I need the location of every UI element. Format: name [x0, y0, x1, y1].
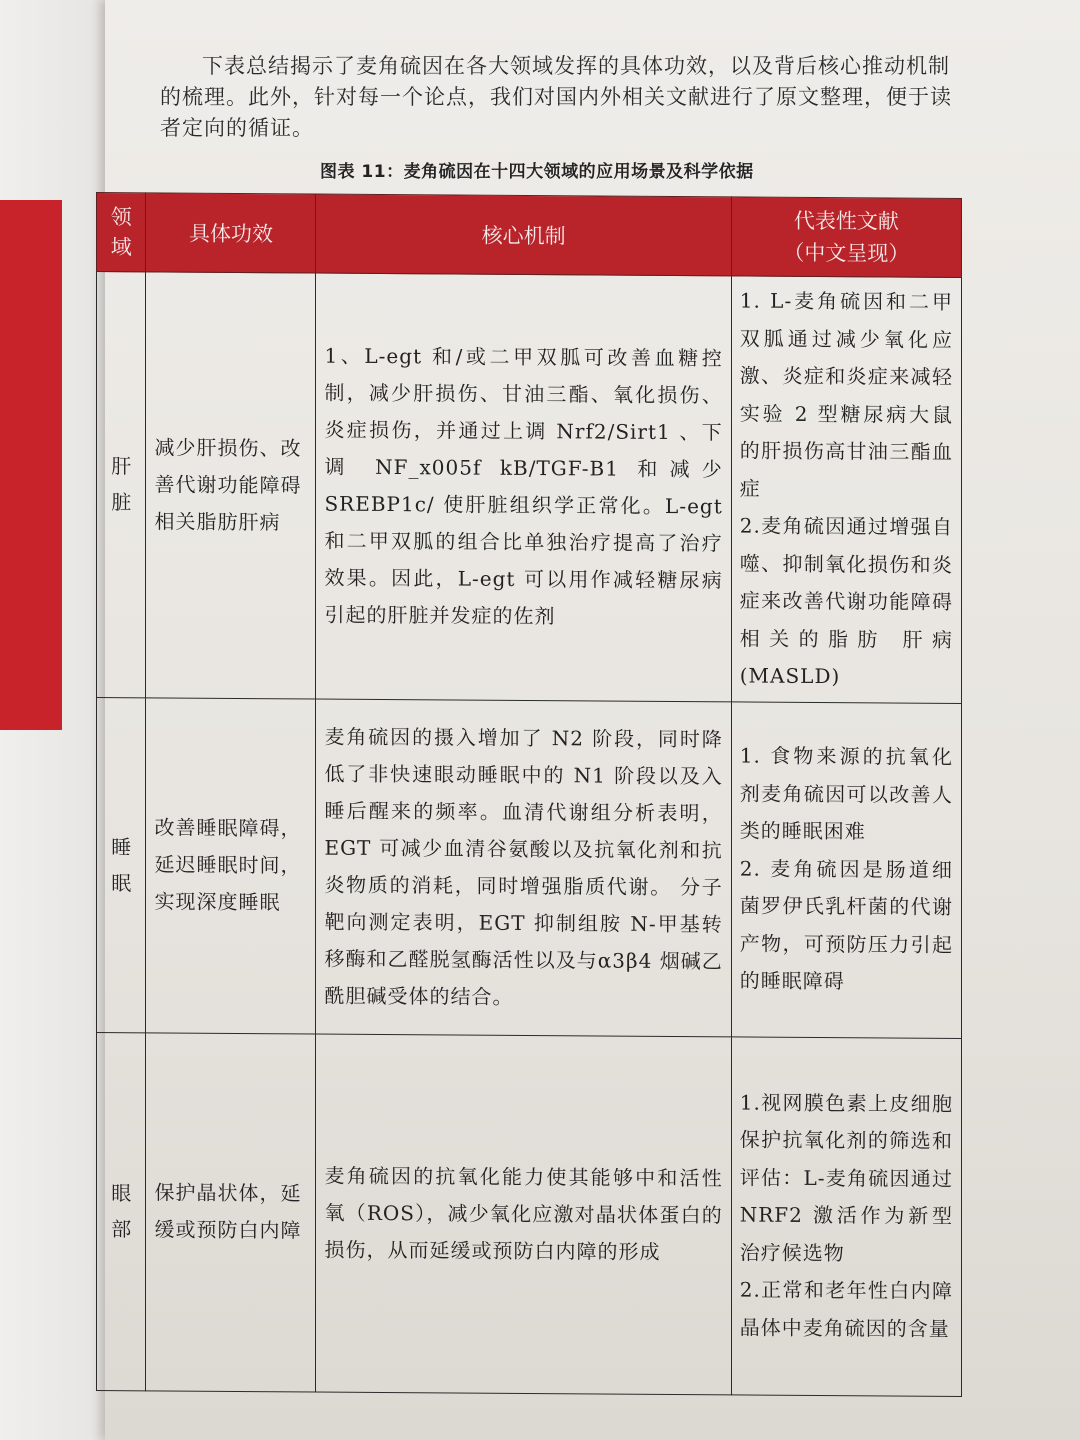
row-mechanism: 1、L-egt 和/或二甲双胍可改善血糖控制，减少肝损伤、甘油三酯、氧化损伤、炎症损伤，并通过上调 Nrf2/Sirt1 、下调 NF_x005f kB/TGF-B1 和减少 SREBP1c/ 使肝脏组织学正常化。L-egt 和二甲双胍的组合比单独治疗提高了治疗效果。因此，L-egt 可以用作减轻糖尿病引起的肝脏并发症的佐剂	[316, 273, 731, 701]
row-domain-char: 眠	[111, 870, 132, 895]
table-row	[97, 1032, 962, 1396]
reference-item: 2. 麦角硫因是肠道细菌罗伊氏乳杆菌的代谢产物，可预防压力引起的睡眠障碍	[739, 856, 953, 994]
header-reference-line2: （中文呈现）	[783, 240, 910, 266]
header-reference-line1: 代表性文献	[793, 208, 899, 234]
row-mechanism: 麦角硫因的抗氧化能力使其能够中和活性氧（ROS），减少氧化应激对晶状体蛋白的损伤，从而延缓或预防白内障的形成	[316, 1034, 731, 1395]
row-references	[731, 1036, 961, 1396]
header-domain-char-1: 领	[110, 205, 132, 230]
table-container	[96, 192, 962, 1397]
row-references	[731, 701, 961, 1038]
adjacent-page-red-band	[0, 200, 62, 730]
reference-item: 2.正常和老年性白内障晶体中麦角硫因的含量	[739, 1277, 953, 1341]
row-domain-char: 肝	[111, 454, 132, 479]
reference-item: 1. L-麦角硫因和二甲双胍通过减少氧化应激、炎症和炎症来减轻实验 2 型糖尿病大鼠的肝损伤高甘油三酯血症	[739, 288, 953, 501]
row-domain	[97, 1032, 146, 1390]
header-effect: 具体功效	[146, 193, 316, 273]
reference-item: 1.视网膜色素上皮细胞保护抗氧化剂的筛选和评估：L-麦角硫因通过 NRF2 激活作为新型治疗候选物	[739, 1090, 953, 1265]
row-domain	[97, 271, 146, 697]
row-references	[731, 276, 961, 703]
table-row	[97, 271, 962, 703]
reference-item: 2.麦角硫因通过增强自噬、抑制氧化损伤和炎症来改善代谢功能障碍相关的脂肪 肝病 (MASLD)	[739, 513, 953, 689]
row-domain-char: 眼	[111, 1181, 132, 1206]
header-mechanism: 核心机制	[316, 194, 731, 276]
header-reference	[731, 197, 961, 278]
intro-paragraph: 下表总结揭示了麦角硫因在各大领域发挥的具体功效，以及背后核心推动机制的梳理。此外，针对每一个论点，我们对国内外相关文献进行了原文整理，便于读者定向的循证。	[160, 54, 952, 140]
row-effect: 改善睡眠障碍，延迟睡眠时间，实现深度睡眠	[146, 697, 316, 1033]
row-domain-char: 部	[111, 1217, 132, 1242]
row-effect: 保护晶状体，延缓或预防白内障	[146, 1032, 316, 1391]
header-domain-char-2: 域	[110, 235, 132, 260]
row-domain-char: 睡	[111, 834, 132, 859]
table-header-row	[97, 192, 962, 277]
header-domain	[97, 192, 146, 271]
table-caption: 图表 11：麦角硫因在十四大领域的应用场景及科学依据	[320, 162, 754, 182]
row-domain	[97, 697, 146, 1032]
application-table	[96, 192, 962, 1397]
row-effect: 减少肝损伤、改善代谢功能障碍相关脂肪肝病	[146, 272, 316, 699]
reference-item: 1. 食物来源的抗氧化剂麦角硫因可以改善人类的睡眠困难	[739, 743, 953, 844]
table-row	[97, 697, 962, 1038]
row-domain-char: 脏	[111, 490, 132, 515]
row-mechanism: 麦角硫因的摄入增加了 N2 阶段，同时降低了非快速眼动睡眠中的 N1 阶段以及入睡后醒来的频率。血清代谢组分析表明，EGT 可减少血清谷氨酸以及抗氧化剂和抗炎物质的消耗，同时增强脂质代谢。 分子靶向测定表明，EGT 抑制组胺 N-甲基转移酶和乙醛脱氢酶活性以及与α3β4 烟碱乙酰胆碱受体的结合。	[316, 699, 731, 1037]
